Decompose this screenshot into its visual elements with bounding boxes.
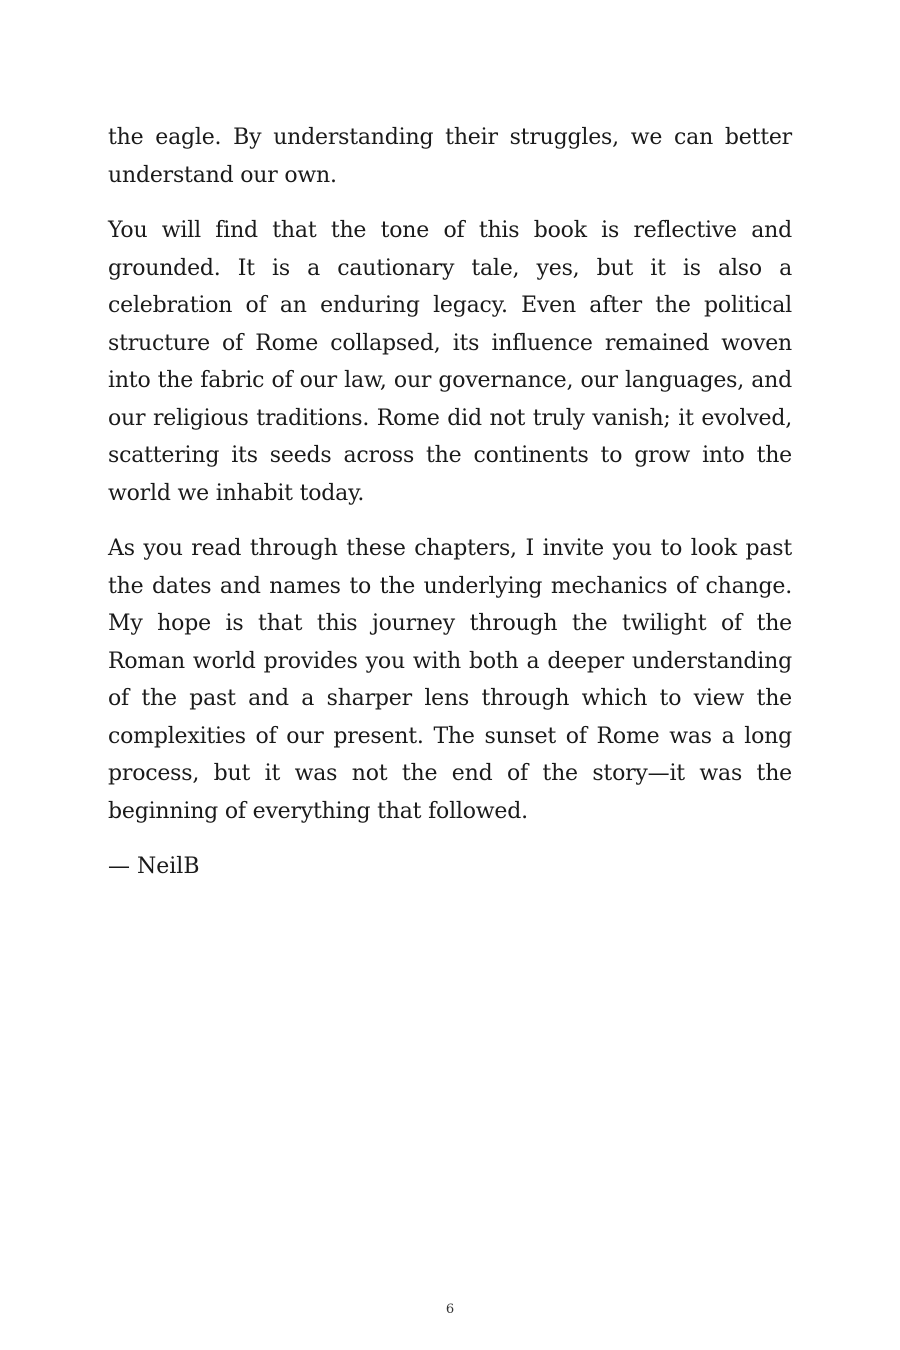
paragraph-invitation: As you read through these chapters, I invite you to look past the dates and names to the underlying mechanics of change. My hope is that this journey through the twilight of the Roman world provides you with both a deeper understanding of the past and a sharper lens through which to view the complexities of our present. The sunset of Rome was a long process, but it was not the end of the story—it was the beginning of everything that followed. (108, 536, 792, 824)
page-number: 6 (445, 1302, 455, 1317)
page-body (108, 119, 792, 886)
paragraph-continuation: the eagle. By understanding their struggles, we can better understand our own. (108, 125, 792, 188)
author-signature: — NeilB (108, 854, 200, 879)
paragraph-tone: You will find that the tone of this book is reflective and grounded. It is a cautionary tale, yes, but it is also a celebration of an enduring legacy. Even after the political structure of Rome collapsed, its influence remained woven into the fabric of our law, our governance, our languages, and our religious traditions. Rome did not truly vanish; it evolved, scattering its seeds across the continents to grow into the world we inhabit today. (108, 218, 792, 506)
